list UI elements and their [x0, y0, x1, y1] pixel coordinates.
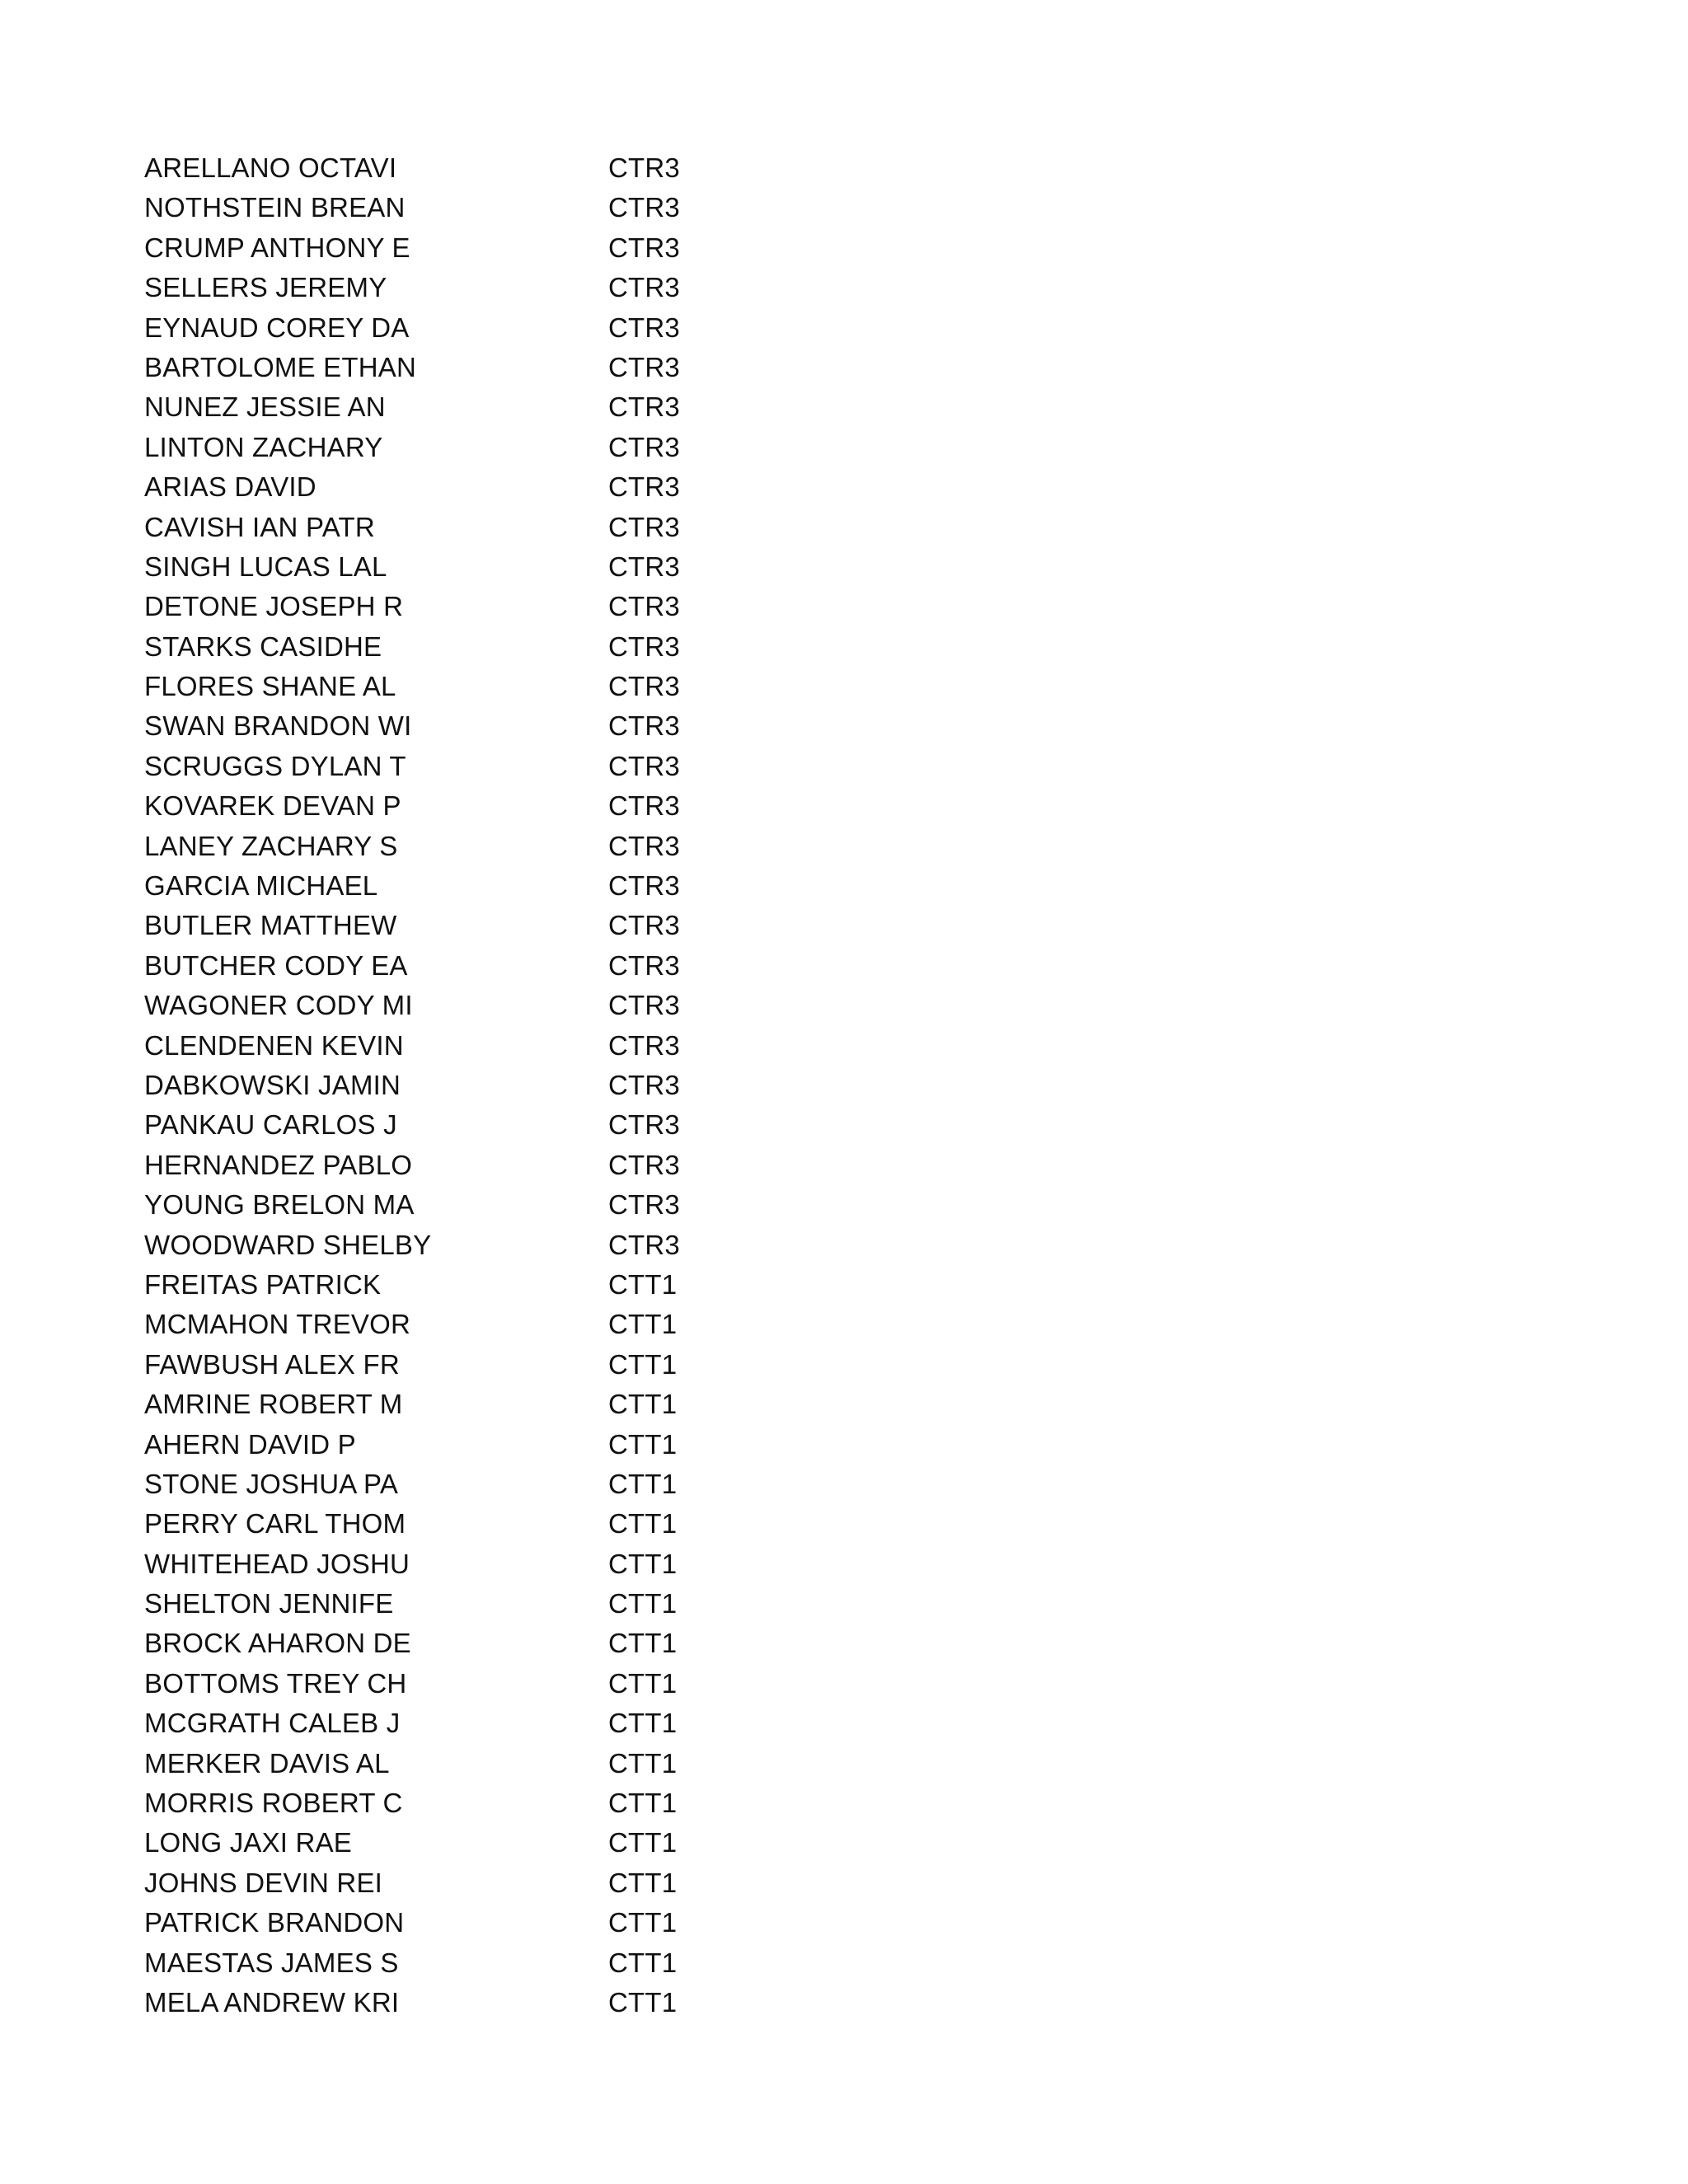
- roster-row: [144, 1943, 721, 1983]
- roster-row: [144, 1863, 721, 1903]
- person-name: MELA ANDREW KRI: [144, 1986, 400, 2018]
- roster-row: [144, 1226, 721, 1265]
- person-name: STARKS CASIDHE: [144, 630, 382, 662]
- rate-code: CTT1: [608, 1389, 678, 1420]
- rate-code: CTR3: [608, 1149, 680, 1180]
- rate-code: CTR3: [608, 790, 680, 822]
- roster-row: [144, 188, 721, 227]
- person-name: FAWBUSH ALEX FR: [144, 1348, 400, 1380]
- roster-row: [144, 1544, 721, 1584]
- roster-row: [144, 1305, 721, 1344]
- roster-row: [144, 1385, 721, 1424]
- person-name: LINTON ZACHARY: [144, 431, 383, 462]
- person-name: GARCIA MICHAEL: [144, 870, 378, 902]
- person-name: STONE JOSHUA PA: [144, 1468, 399, 1499]
- person-name: MAESTAS JAMES S: [144, 1947, 399, 1978]
- roster-row: [144, 1105, 721, 1145]
- roster-row: [144, 667, 721, 706]
- roster-row: [144, 1185, 721, 1225]
- person-name: SCRUGGS DYLAN T: [144, 750, 406, 781]
- person-name: MCMAHON TREVOR: [144, 1309, 411, 1340]
- rate-code: CTR3: [608, 910, 680, 941]
- person-name: LANEY ZACHARY S: [144, 830, 398, 861]
- rate-code: CTR3: [608, 750, 680, 781]
- rate-code: CTT1: [608, 1907, 678, 1938]
- rate-code: CTR3: [608, 551, 680, 582]
- person-name: ARIAS DAVID: [144, 471, 316, 503]
- person-name: BUTCHER CODY EA: [144, 949, 408, 981]
- person-name: CAVISH IAN PATR: [144, 511, 375, 542]
- roster-row: [144, 1345, 721, 1385]
- rate-code: CTR3: [608, 630, 680, 662]
- person-name: ARELLANO OCTAVI: [144, 152, 397, 183]
- rate-code: CTR3: [608, 232, 680, 263]
- person-name: WOODWARD SHELBY: [144, 1229, 432, 1260]
- person-name: BOTTOMS TREY CH: [144, 1667, 407, 1699]
- roster-row: [144, 348, 721, 387]
- rate-code: CTR3: [608, 949, 680, 981]
- roster-row: [144, 148, 721, 188]
- roster-row: [144, 587, 721, 626]
- roster-row: [144, 1783, 721, 1823]
- rate-code: CTT1: [608, 1348, 678, 1380]
- roster-row: [144, 508, 721, 547]
- person-name: NOTHSTEIN BREAN: [144, 192, 406, 223]
- rate-code: CTR3: [608, 511, 680, 542]
- roster-row: [144, 1465, 721, 1504]
- rate-code: CTT1: [608, 1428, 678, 1460]
- person-name: NUNEZ JESSIE AN: [144, 391, 386, 423]
- roster-row: [144, 1983, 721, 2022]
- roster-row: [144, 1146, 721, 1185]
- rate-code: CTT1: [608, 1628, 678, 1659]
- person-name: JOHNS DEVIN REI: [144, 1867, 383, 1898]
- person-name: WAGONER CODY MI: [144, 990, 413, 1021]
- rate-code: CTT1: [608, 1588, 678, 1619]
- roster-row: [144, 786, 721, 826]
- roster-row: [144, 1425, 721, 1465]
- rate-code: CTT1: [608, 1468, 678, 1499]
- rate-code: CTR3: [608, 671, 680, 702]
- person-name: HERNANDEZ PABLO: [144, 1149, 413, 1180]
- rate-code: CTR3: [608, 471, 680, 503]
- rate-code: CTR3: [608, 272, 680, 303]
- rate-code: CTR3: [608, 1229, 680, 1260]
- rate-code: CTT1: [608, 1947, 678, 1978]
- rate-code: CTT1: [608, 1309, 678, 1340]
- person-name: DABKOWSKI JAMIN: [144, 1069, 401, 1100]
- person-name: WHITEHEAD JOSHU: [144, 1548, 410, 1579]
- person-name: BUTLER MATTHEW: [144, 910, 397, 941]
- roster-list: [144, 148, 721, 2022]
- roster-row: [144, 547, 721, 587]
- person-name: PERRY CARL THOM: [144, 1508, 406, 1540]
- roster-row: [144, 827, 721, 866]
- person-name: FLORES SHANE AL: [144, 671, 396, 702]
- person-name: SINGH LUCAS LAL: [144, 551, 387, 582]
- roster-row: [144, 1744, 721, 1783]
- roster-row: [144, 228, 721, 268]
- roster-row: [144, 866, 721, 906]
- rate-code: CTT1: [608, 1548, 678, 1579]
- rate-code: CTR3: [608, 1069, 680, 1100]
- rate-code: CTR3: [608, 591, 680, 622]
- person-name: AHERN DAVID P: [144, 1428, 356, 1460]
- person-name: LONG JAXI RAE: [144, 1827, 353, 1858]
- person-name: SHELTON JENNIFE: [144, 1588, 394, 1619]
- roster-row: [144, 1066, 721, 1105]
- roster-row: [144, 906, 721, 945]
- person-name: MCGRATH CALEB J: [144, 1708, 401, 1739]
- roster-row: [144, 387, 721, 427]
- rate-code: CTR3: [608, 1109, 680, 1141]
- rate-code: CTR3: [608, 1029, 680, 1061]
- roster-row: [144, 428, 721, 467]
- roster-row: [144, 627, 721, 667]
- rate-code: CTR3: [608, 870, 680, 902]
- rate-code: CTT1: [608, 1268, 678, 1300]
- rate-code: CTT1: [608, 1827, 678, 1858]
- rate-code: CTT1: [608, 1708, 678, 1739]
- roster-row: [144, 1664, 721, 1704]
- rate-code: CTR3: [608, 351, 680, 382]
- rate-code: CTR3: [608, 312, 680, 343]
- roster-row: [144, 308, 721, 348]
- roster-row: [144, 1624, 721, 1663]
- rate-code: CTR3: [608, 710, 680, 742]
- roster-row: [144, 1504, 721, 1544]
- person-name: DETONE JOSEPH R: [144, 591, 404, 622]
- person-name: CRUMP ANTHONY E: [144, 232, 410, 263]
- person-name: MORRIS ROBERT C: [144, 1788, 403, 1819]
- rate-code: CTR3: [608, 431, 680, 462]
- person-name: MERKER DAVIS AL: [144, 1747, 390, 1779]
- rate-code: CTT1: [608, 1986, 678, 2018]
- roster-row: [144, 1584, 721, 1624]
- roster-row: [144, 747, 721, 786]
- rate-code: CTR3: [608, 1189, 680, 1221]
- person-name: PANKAU CARLOS J: [144, 1109, 397, 1141]
- roster-row: [144, 467, 721, 507]
- roster-row: [144, 1265, 721, 1305]
- roster-row: [144, 1704, 721, 1743]
- roster-row: [144, 268, 721, 307]
- person-name: KOVAREK DEVAN P: [144, 790, 401, 822]
- rate-code: CTR3: [608, 830, 680, 861]
- roster-row: [144, 1026, 721, 1066]
- person-name: PATRICK BRANDON: [144, 1907, 405, 1938]
- person-name: EYNAUD COREY DA: [144, 312, 410, 343]
- roster-row: [144, 946, 721, 986]
- rate-code: CTT1: [608, 1788, 678, 1819]
- person-name: YOUNG BRELON MA: [144, 1189, 415, 1221]
- roster-row: [144, 1903, 721, 1943]
- rate-code: CTT1: [608, 1508, 678, 1540]
- person-name: SELLERS JEREMY: [144, 272, 387, 303]
- rate-code: CTT1: [608, 1867, 678, 1898]
- person-name: BARTOLOME ETHAN: [144, 351, 417, 382]
- roster-row: [144, 1823, 721, 1863]
- rate-code: CTR3: [608, 192, 680, 223]
- rate-code: CTR3: [608, 391, 680, 423]
- person-name: AMRINE ROBERT M: [144, 1389, 403, 1420]
- rate-code: CTT1: [608, 1667, 678, 1699]
- roster-row: [144, 706, 721, 746]
- rate-code: CTR3: [608, 990, 680, 1021]
- rate-code: CTT1: [608, 1747, 678, 1779]
- person-name: FREITAS PATRICK: [144, 1268, 382, 1300]
- person-name: BROCK AHARON DE: [144, 1628, 411, 1659]
- rate-code: CTR3: [608, 152, 680, 183]
- roster-row: [144, 986, 721, 1025]
- person-name: CLENDENEN KEVIN: [144, 1029, 404, 1061]
- person-name: SWAN BRANDON WI: [144, 710, 412, 742]
